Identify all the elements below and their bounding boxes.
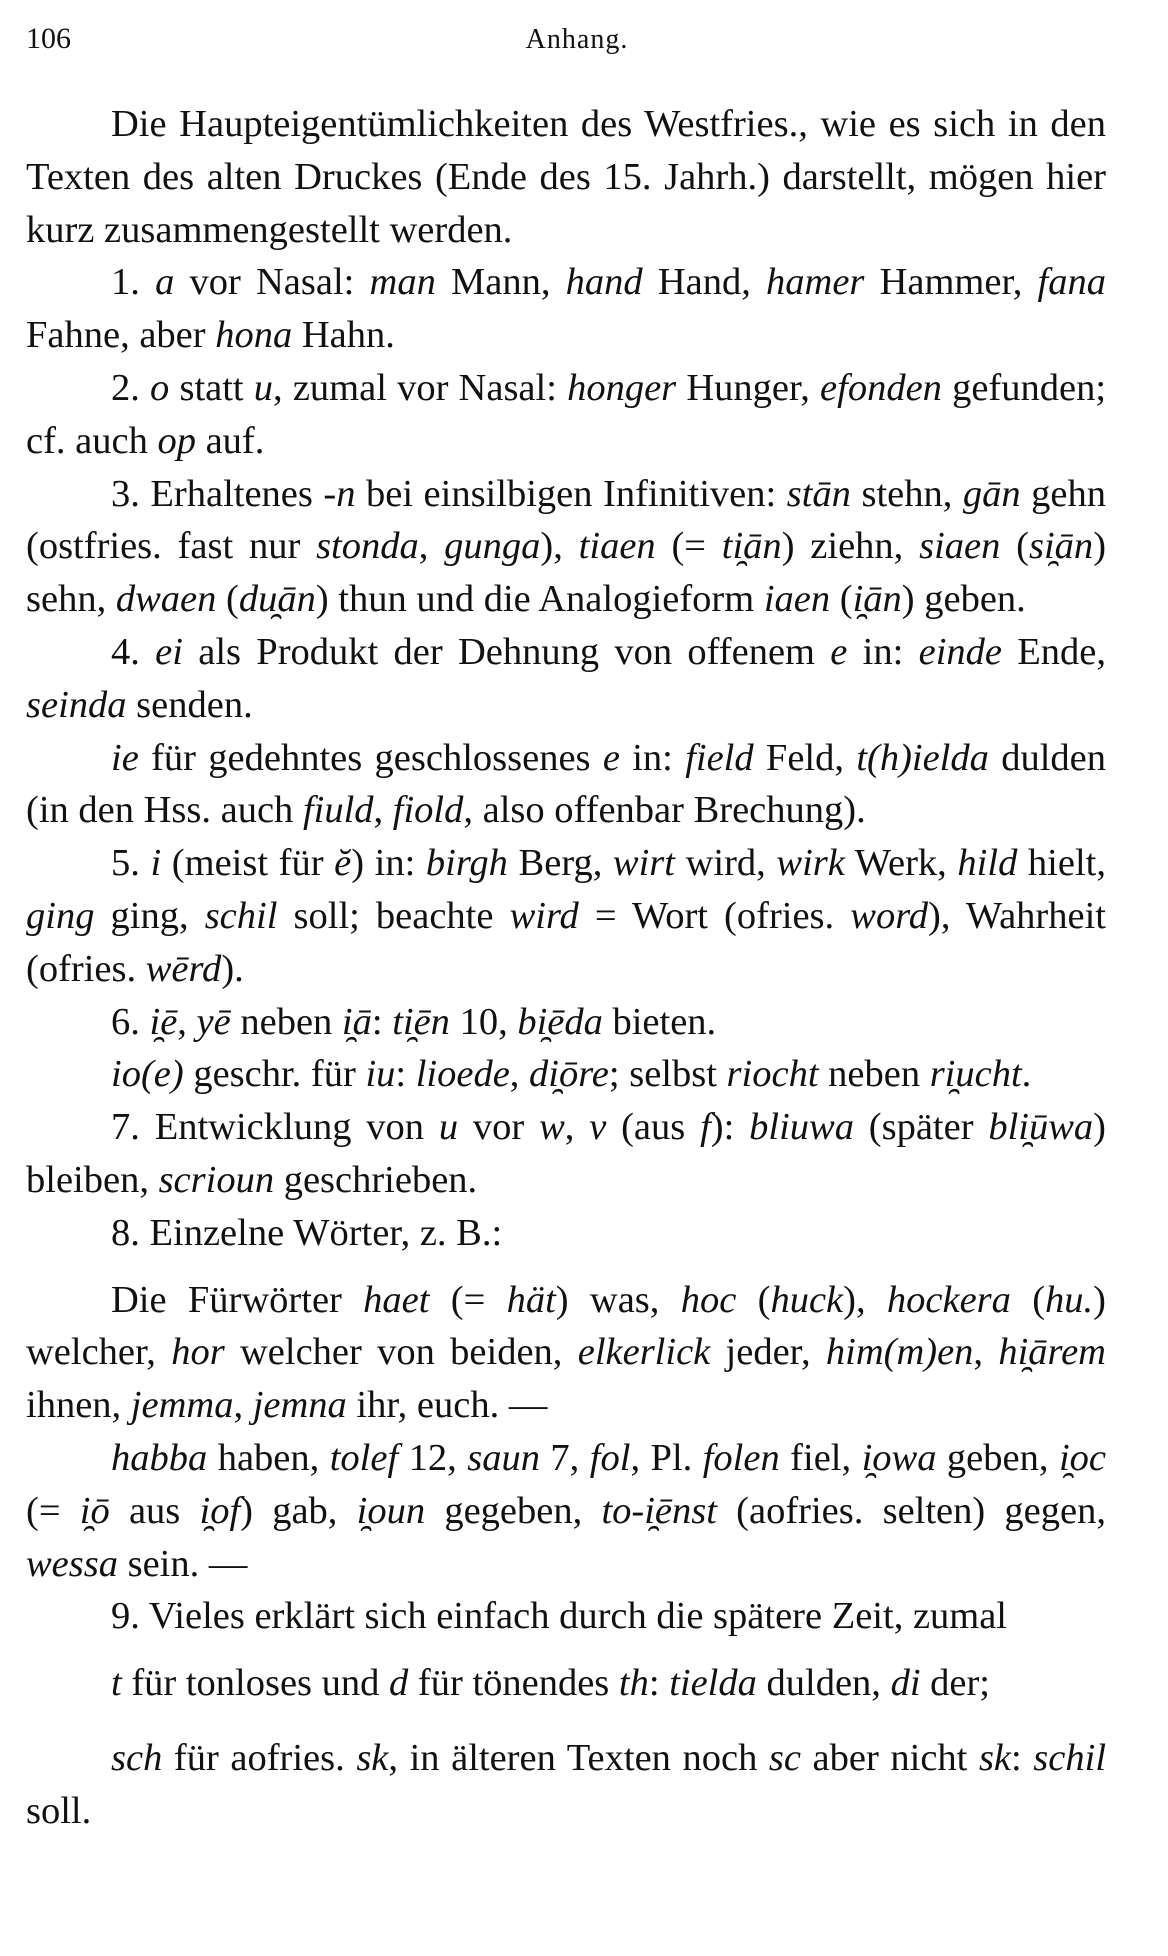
text-segment: ). — [221, 947, 244, 990]
italic-term: e — [830, 630, 848, 673]
italic-term: to-i̯ēnst — [601, 1489, 717, 1532]
text-segment: dulden (in den Hss. auch — [26, 736, 1106, 832]
text-segment: : — [648, 1662, 670, 1705]
text-segment: neben — [818, 1053, 930, 1096]
text-segment: bieten. — [602, 1000, 717, 1043]
italic-term: sk — [978, 1736, 1012, 1779]
paragraph-p5 — [26, 837, 1106, 995]
italic-term: wessa — [26, 1542, 118, 1585]
italic-term: sch — [111, 1736, 163, 1779]
text-segment: (aus — [606, 1106, 701, 1149]
text-segment: für gedehntes geschlossenes — [138, 736, 603, 779]
text-segment: Hunger, — [676, 366, 821, 409]
text-segment: ging, — [94, 894, 205, 937]
text-segment: ( — [830, 578, 853, 621]
text-segment: ihr, euch. — — [346, 1384, 548, 1427]
text-segment: Hammer, — [864, 261, 1038, 304]
italic-term: efonden — [820, 366, 942, 409]
italic-term: a — [155, 261, 175, 304]
text-segment: ( — [736, 1278, 771, 1321]
paragraph-p8a — [26, 1274, 1106, 1432]
text-segment: Mann, — [435, 261, 566, 304]
text-segment: ) thun und die Analogieform — [315, 578, 764, 621]
italic-term: hät — [506, 1278, 556, 1321]
paragraph-p4b — [26, 732, 1106, 838]
text-segment: (aofries. selten) gegen, — [716, 1489, 1106, 1532]
text-segment: , — [418, 525, 445, 568]
text-segment: geschr. für — [183, 1053, 366, 1096]
text-segment: ) ziehn, — [781, 525, 920, 568]
text-segment: ( — [1000, 525, 1029, 568]
text-segment: sein. — — [117, 1542, 248, 1585]
italic-term: i̯of — [199, 1489, 241, 1532]
text-segment: : — [1011, 1736, 1034, 1779]
paragraph-p3 — [26, 468, 1106, 626]
text-segment: gegeben, — [425, 1489, 602, 1532]
italic-term: yē — [196, 1000, 231, 1043]
italic-term: bli̯ūwa — [988, 1106, 1094, 1149]
italic-term: scrioun — [158, 1158, 275, 1201]
text-segment: , — [973, 1331, 999, 1374]
text-segment: (= — [26, 1489, 80, 1532]
text-segment: Hand, — [642, 261, 767, 304]
text-segment: auf. — [195, 419, 265, 462]
page-header — [26, 18, 1128, 62]
text-segment: Berg, — [507, 842, 613, 885]
italic-term: stonda — [316, 525, 419, 568]
italic-term: sk — [356, 1736, 389, 1779]
text-segment: , — [564, 1106, 590, 1149]
italic-term: gān — [962, 472, 1021, 515]
italic-term: o — [150, 366, 170, 409]
text-segment: vor Nasal: — [174, 261, 370, 304]
text-segment: 7. Entwicklung von — [111, 1106, 439, 1149]
text-segment: , also offenbar Brechung). — [463, 789, 866, 832]
text-segment: ) in: — [351, 842, 426, 885]
italic-term: schil — [1033, 1736, 1107, 1779]
italic-term: fiold — [392, 789, 464, 832]
italic-term: riocht — [726, 1053, 819, 1096]
italic-term: huck — [770, 1278, 844, 1321]
text-segment: dulden, — [756, 1662, 891, 1705]
text-segment: ; selbst — [608, 1053, 727, 1096]
paragraph-p9b — [26, 1732, 1106, 1838]
text-segment: 2. — [111, 366, 151, 409]
paragraph-p9a — [26, 1657, 1106, 1710]
italic-term: ti̯ān — [721, 525, 782, 568]
text-segment: ), Wahrheit (ofries. — [26, 894, 1106, 990]
text-segment: . — [1021, 1053, 1032, 1096]
italic-term: sc — [768, 1736, 801, 1779]
italic-term: man — [369, 261, 436, 304]
text-segment: ( — [1010, 1278, 1046, 1321]
text-segment: ), — [540, 525, 579, 568]
text-segment: jeder, — [710, 1331, 826, 1374]
text-segment: welcher von beiden, — [224, 1331, 578, 1374]
italic-term: fol — [589, 1436, 631, 1479]
italic-term: ĕ — [334, 842, 352, 885]
italic-term: fiuld — [302, 789, 374, 832]
italic-term: wērd — [145, 947, 222, 990]
italic-term: ging — [26, 894, 95, 937]
text-segment: Werk, — [844, 842, 958, 885]
italic-term: hona — [215, 314, 293, 357]
text-segment: stehn, — [850, 472, 963, 515]
text-segment: bei einsilbigen Infinitiven: — [355, 472, 787, 515]
italic-term: hor — [171, 1331, 225, 1374]
italic-term: i̯oun — [356, 1489, 426, 1532]
text-segment: soll. — [26, 1789, 92, 1832]
text-segment: Die Fürwörter — [111, 1278, 364, 1321]
italic-term: hild — [957, 842, 1018, 885]
italic-term: siaen — [919, 525, 1001, 568]
text-segment: (= — [655, 525, 722, 568]
italic-term: u — [438, 1106, 459, 1149]
text-segment: , — [233, 1384, 253, 1427]
italic-term: ri̯ucht — [929, 1053, 1022, 1096]
italic-term: lioede — [415, 1053, 510, 1096]
paragraph-p2 — [26, 362, 1106, 468]
text-segment: ( — [216, 578, 239, 621]
italic-term: v — [589, 1106, 607, 1149]
paragraph-intro — [26, 98, 1106, 256]
italic-term: di̯ōre — [529, 1053, 609, 1096]
italic-term: wird — [509, 894, 579, 937]
italic-term: seinda — [26, 683, 127, 726]
paragraph-p4 — [26, 626, 1106, 732]
italic-term: n — [336, 472, 356, 515]
text-segment: = Wort (ofries. — [578, 894, 851, 937]
text-segment: ) sehn, — [26, 525, 1107, 621]
italic-term: e — [602, 736, 620, 779]
italic-term: hu. — [1045, 1278, 1094, 1321]
text-segment: wird, — [674, 842, 777, 885]
text-segment: als Produkt der Dehnung von offenem — [182, 630, 831, 673]
text-segment: 5. — [111, 842, 151, 885]
text-segment: 1. — [111, 261, 156, 304]
paragraph-p1 — [26, 256, 1106, 362]
italic-term: him(m)en — [825, 1331, 974, 1374]
text-segment: (meist für — [161, 842, 335, 885]
italic-term: word — [850, 894, 928, 937]
italic-term: habba — [111, 1436, 208, 1479]
text-segment: neben — [230, 1000, 342, 1043]
text-segment: : — [371, 1000, 393, 1043]
paragraph-p8b — [26, 1432, 1106, 1590]
paragraph-p6 — [26, 996, 1106, 1049]
italic-term: tielda — [669, 1662, 757, 1705]
text-segment: ) bleiben, — [26, 1106, 1106, 1201]
italic-term: si̯ān — [1029, 525, 1094, 568]
text-segment: : — [395, 1053, 416, 1096]
text-segment: vor — [458, 1106, 540, 1149]
italic-term: birgh — [425, 842, 508, 885]
text-segment: gefunden; cf. auch — [26, 366, 1107, 462]
italic-term: th — [618, 1662, 649, 1705]
italic-term: di — [890, 1662, 921, 1705]
italic-term: iaen — [763, 578, 831, 621]
italic-term: saun — [467, 1436, 540, 1479]
running-head: Anhang. — [525, 24, 629, 55]
body-text — [26, 98, 1106, 1838]
italic-term: w — [539, 1106, 565, 1149]
italic-term: hand — [565, 261, 643, 304]
text-segment: haben, — [207, 1436, 330, 1479]
text-segment: , zumal vor Nasal: — [273, 366, 568, 409]
italic-term: t — [111, 1662, 122, 1705]
italic-term: fana — [1037, 261, 1106, 304]
text-segment: 12, — [398, 1436, 468, 1479]
italic-term: field — [685, 736, 754, 779]
italic-term: f — [700, 1106, 711, 1149]
text-segment: fiel, — [779, 1436, 862, 1479]
italic-term: i̯oc — [1058, 1436, 1106, 1479]
italic-term: tiaen — [578, 525, 656, 568]
italic-term: d — [389, 1662, 409, 1705]
text-segment: ), — [843, 1278, 887, 1321]
paragraph-p6b — [26, 1048, 1106, 1101]
text-segment: , — [373, 789, 393, 832]
text-segment: statt — [169, 366, 254, 409]
italic-term: i̯ān — [852, 578, 902, 621]
italic-term: io(e) — [111, 1053, 184, 1096]
text-segment: soll; beachte — [277, 894, 510, 937]
text-segment: für tönendes — [408, 1662, 619, 1705]
text-segment: , Pl. — [630, 1436, 703, 1479]
italic-term: einde — [918, 630, 1002, 673]
italic-term: gunga — [444, 525, 541, 568]
italic-term: elkerlick — [577, 1331, 711, 1374]
italic-term: dwaen — [115, 578, 217, 621]
text-segment: Fahne, aber — [26, 314, 216, 357]
text-segment: ) was, — [555, 1278, 681, 1321]
italic-term: jemma — [130, 1384, 234, 1427]
text-segment: ) gab, — [240, 1489, 357, 1532]
italic-term: ei — [155, 630, 183, 673]
italic-term: wirt — [612, 842, 675, 885]
text-segment: , — [177, 1000, 197, 1043]
italic-term: hi̯ārem — [998, 1331, 1106, 1374]
text-segment: für aofries. — [162, 1736, 357, 1779]
text-segment: (später — [853, 1106, 989, 1149]
italic-term: i̯ō — [79, 1489, 110, 1532]
italic-term: i — [150, 842, 162, 885]
text-segment: (= — [429, 1278, 507, 1321]
text-segment: 4. — [111, 630, 156, 673]
italic-term: wirk — [776, 842, 845, 885]
italic-term: stān — [786, 472, 851, 515]
page-number: 106 — [26, 22, 71, 55]
italic-term: hoc — [680, 1278, 737, 1321]
italic-term: bliuwa — [749, 1106, 854, 1149]
italic-term: ti̯ēn — [392, 1000, 450, 1043]
text-segment: der; — [920, 1662, 990, 1705]
paragraph-p8 — [26, 1207, 1106, 1260]
italic-term: i̯ā — [341, 1000, 372, 1043]
italic-term: honger — [567, 366, 677, 409]
text-segment: 3. Erhaltenes - — [111, 472, 337, 515]
text-segment: , in älteren Texten noch — [388, 1736, 769, 1779]
paragraph-p9 — [26, 1590, 1106, 1643]
text-segment: geschrieben. — [274, 1158, 478, 1201]
text-segment: senden. — [126, 683, 253, 726]
text-segment: aus — [109, 1489, 200, 1532]
italic-term: i̯ē — [149, 1000, 178, 1043]
text-segment: 9. Vieles erklärt sich einfach durch die spätere Zeit, zumal — [111, 1595, 1008, 1638]
italic-term: schil — [204, 894, 278, 937]
text-segment: , — [509, 1053, 530, 1096]
italic-term: folen — [702, 1436, 780, 1479]
italic-term: t(h)ielda — [856, 736, 989, 779]
italic-term: jemna — [252, 1384, 347, 1427]
italic-term: u — [253, 366, 274, 409]
text-segment: für tonloses und — [121, 1662, 390, 1705]
text-segment: Die Haupteigentümlichkeiten des Westfries., wie es sich in den Texten des alten Druckes (Ende des 15. Jahrh.) darstellt, mögen hier kurz zusammengestellt werden. — [26, 103, 1106, 251]
italic-term: iu — [365, 1053, 396, 1096]
italic-term: haet — [363, 1278, 430, 1321]
italic-term: i̯owa — [861, 1436, 937, 1479]
text-segment: 10, — [449, 1000, 518, 1043]
text-segment: hielt, — [1017, 842, 1106, 885]
italic-term: tolef — [329, 1436, 399, 1479]
text-segment: ) welcher, — [26, 1278, 1106, 1374]
paragraph-p7 — [26, 1101, 1106, 1207]
text-segment: ) geben. — [901, 578, 1026, 621]
text-segment: ihnen, — [26, 1384, 131, 1427]
italic-term: op — [157, 419, 196, 462]
text-segment: aber nicht — [800, 1736, 979, 1779]
text-segment: in: — [619, 736, 686, 779]
italic-term: ie — [111, 736, 139, 779]
text-segment: Feld, — [753, 736, 857, 779]
text-segment: gehn (ostfries. fast nur — [26, 472, 1106, 568]
text-segment: 7, — [539, 1436, 590, 1479]
text-segment: geben, — [936, 1436, 1059, 1479]
italic-term: hockera — [886, 1278, 1011, 1321]
italic-term: bi̯ēda — [517, 1000, 603, 1043]
text-segment: Hahn. — [292, 314, 395, 357]
italic-term: du̯ān — [238, 578, 316, 621]
text-segment: 6. — [111, 1000, 150, 1043]
text-segment: 8. Einzelne Wörter, z. B.: — [111, 1211, 503, 1254]
text-segment: Ende, — [1001, 630, 1107, 673]
text-segment: in: — [847, 630, 919, 673]
text-segment: ): — [710, 1106, 750, 1149]
italic-term: hamer — [766, 261, 865, 304]
